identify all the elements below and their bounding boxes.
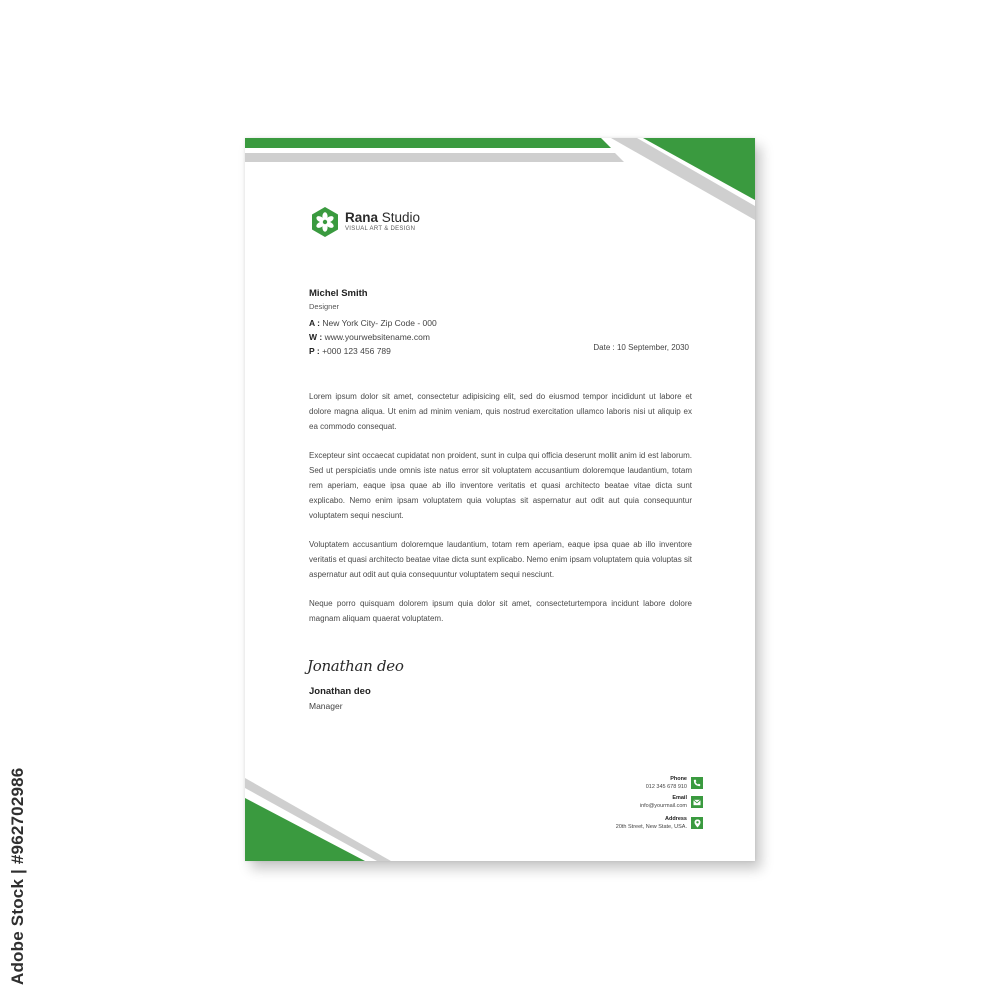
sender-address [309, 318, 437, 328]
top-grey-band [245, 153, 624, 162]
brand-logo [311, 206, 471, 240]
contact-email-label: Email [672, 795, 687, 801]
signatory-role: Manager [309, 701, 343, 711]
letter-date: Date : 10 September, 2030 [593, 343, 689, 352]
website-key: W : [309, 332, 323, 342]
brand-name-bold: Rana [345, 210, 379, 225]
website-value: www.yourwebsitename.com [324, 332, 430, 342]
phone-icon [691, 777, 703, 789]
sender-name: Michel Smith [309, 288, 368, 299]
top-green-band [245, 138, 611, 148]
envelope-icon [691, 796, 703, 808]
address-value: New York City- Zip Code - 000 [322, 318, 437, 328]
contact-email [487, 794, 687, 810]
body-paragraph: Voluptatem accusantium doloremque laudantium, totam rem aperiam, eaque ipsa quae ab illo inventore veritatis et quasi architecto beatae vitae dicta sunt explicabo. Nemo enim ipsam voluptatem quia voluptas sit aspernatur aut odit aut quia consequuntur voluptatem sequi nesciunt. [309, 540, 692, 579]
body-paragraph: Neque porro quisquam dolorem ipsum quia dolor sit amet, consecteturtempora incidunt labore dolore magnam aliquam quaerat voluptatem. [309, 599, 692, 623]
top-right-green-corner [643, 138, 755, 200]
contact-address-value: 20th Street, New State, USA. [615, 824, 687, 830]
bottom-left-green-corner [245, 798, 365, 861]
letterhead-page [245, 138, 755, 861]
body-paragraph: Lorem ipsum dolor sit amet, consectetur adipisicing elit, sed do eiusmod tempor incididunt ut labore et dolore magna aliqua. Ut enim ad minim veniam, quis nostrud exercitation ullamco laboris nisi ut aliquip ex ea commodo consequat. [309, 392, 692, 431]
sender-website [309, 332, 430, 342]
brand-tagline: VISUAL ART & DESIGN [345, 226, 416, 232]
address-key: A : [309, 318, 321, 328]
phone-value: +000 123 456 789 [322, 346, 391, 356]
flower-hexagon-icon [311, 206, 339, 238]
handwritten-signature: Jonathan deo [307, 657, 404, 675]
signatory-name: Jonathan deo [309, 686, 371, 697]
body-paragraph: Excepteur sint occaecat cupidatat non proident, sunt in culpa qui officia deserunt mollit anim id est laborum. Sed ut perspiciatis unde omnis iste natus error sit voluptatem accusantium doloremque laudantium, totam rem aperiam, eaque ipsa quae ab illo inventore veritatis et quasi architecto beatae vitae dicta sunt explicabo. Nemo enim ipsam voluptatem quia voluptas sit aspernatur aut odit aut quia consequuntur voluptatem sequi nesciunt. [309, 451, 692, 520]
contact-address [487, 815, 687, 831]
sender-phone [309, 346, 391, 356]
letter-body [309, 389, 692, 640]
brand-name-rest: Studio [381, 210, 421, 225]
map-pin-icon [691, 817, 703, 829]
phone-key: P : [309, 346, 320, 356]
stock-id-watermark: Adobe Stock | #962702986 [8, 767, 27, 985]
sender-role: Designer [309, 302, 340, 311]
contact-phone [487, 775, 687, 791]
brand-name [345, 210, 420, 225]
contact-address-label: Address [664, 816, 687, 822]
contact-phone-label: Phone [670, 776, 687, 782]
contact-email-value: info@yourmail.com [639, 803, 687, 809]
contact-phone-value: 012 345 678 910 [645, 784, 687, 790]
